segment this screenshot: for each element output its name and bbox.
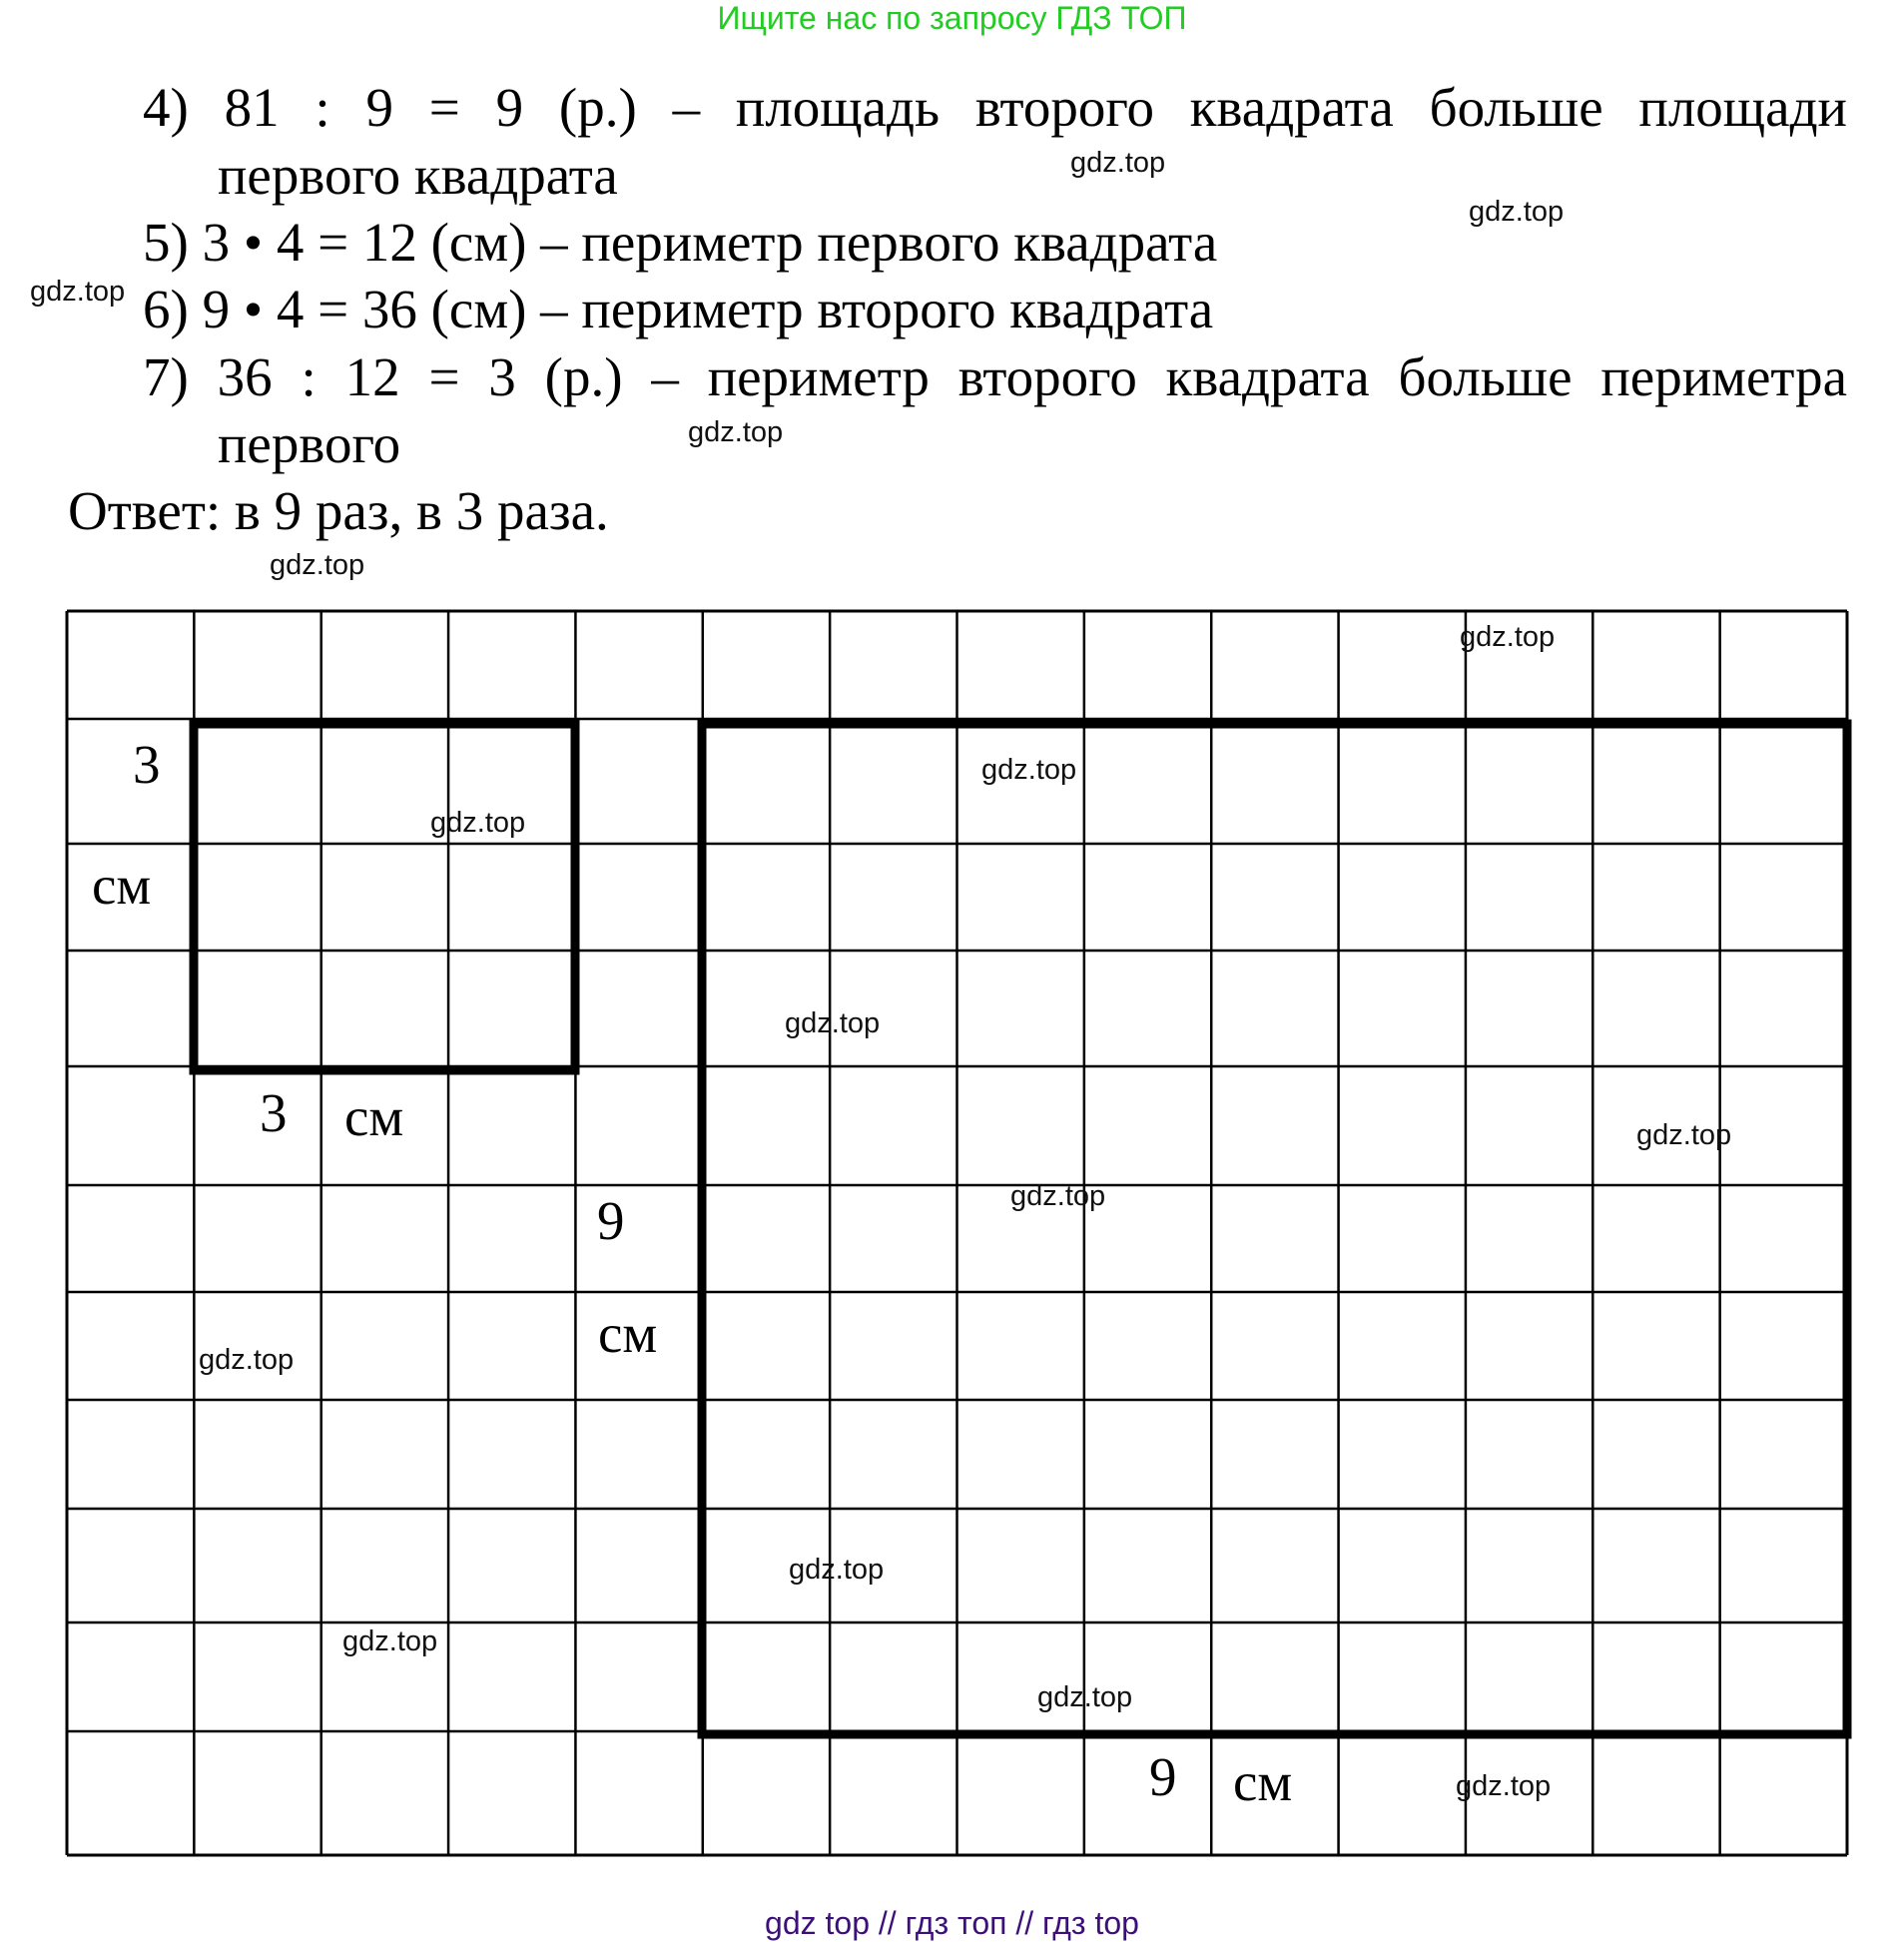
watermark: gdz.top [1070, 147, 1166, 179]
watermark: gdz.top [1456, 1770, 1552, 1802]
watermark: gdz.top [430, 807, 526, 839]
watermark: gdz.top [342, 1625, 438, 1657]
watermark: gdz.top [785, 1007, 881, 1039]
watermark: gdz.top [30, 276, 126, 308]
watermark: gdz.top [1469, 196, 1565, 228]
footer-links: gdz top // гдз топ // гдз top [765, 1905, 1139, 1941]
watermark: gdz.top [688, 416, 784, 448]
small-square-outline [194, 724, 575, 1070]
big-square-side-unit: см [598, 1303, 658, 1364]
watermark: gdz.top [199, 1344, 295, 1376]
big-square-bottom-unit: см [1233, 1751, 1293, 1812]
small-square-bottom-unit: см [344, 1086, 404, 1147]
watermark: gdz.top [1037, 1681, 1133, 1713]
watermark: gdz.top [1010, 1180, 1106, 1212]
small-square-bottom-number: 3 [260, 1082, 288, 1143]
step-6: 6) 9 • 4 = 36 (см) – периметр второго квадрата [143, 279, 1214, 339]
step-4-line-2: первого квадрата [218, 145, 618, 206]
big-square-bottom-number: 9 [1149, 1746, 1177, 1807]
watermark: gdz.top [981, 754, 1077, 786]
small-square-side-unit: см [92, 855, 152, 916]
search-banner: Ищите нас по запросу ГДЗ ТОП [717, 0, 1187, 36]
watermark: gdz.top [1636, 1119, 1732, 1151]
step-5: 5) 3 • 4 = 12 (см) – периметр первого квадрата [143, 212, 1218, 273]
step-4-line-1: 4) 81 : 9 = 9 (р.) – площадь второго квадрата больше площади [143, 77, 1847, 138]
watermark: gdz.top [1460, 621, 1556, 653]
step-7-line-1: 7) 36 : 12 = 3 (р.) – периметр второго квадрата больше периметра [143, 346, 1847, 407]
answer: Ответ: в 9 раз, в 3 раза. [68, 480, 609, 541]
small-square-side-number: 3 [133, 734, 161, 795]
watermark: gdz.top [789, 1554, 885, 1586]
big-square-side-number: 9 [597, 1190, 625, 1251]
step-7-line-2: первого [218, 413, 401, 474]
watermark: gdz.top [270, 549, 365, 581]
